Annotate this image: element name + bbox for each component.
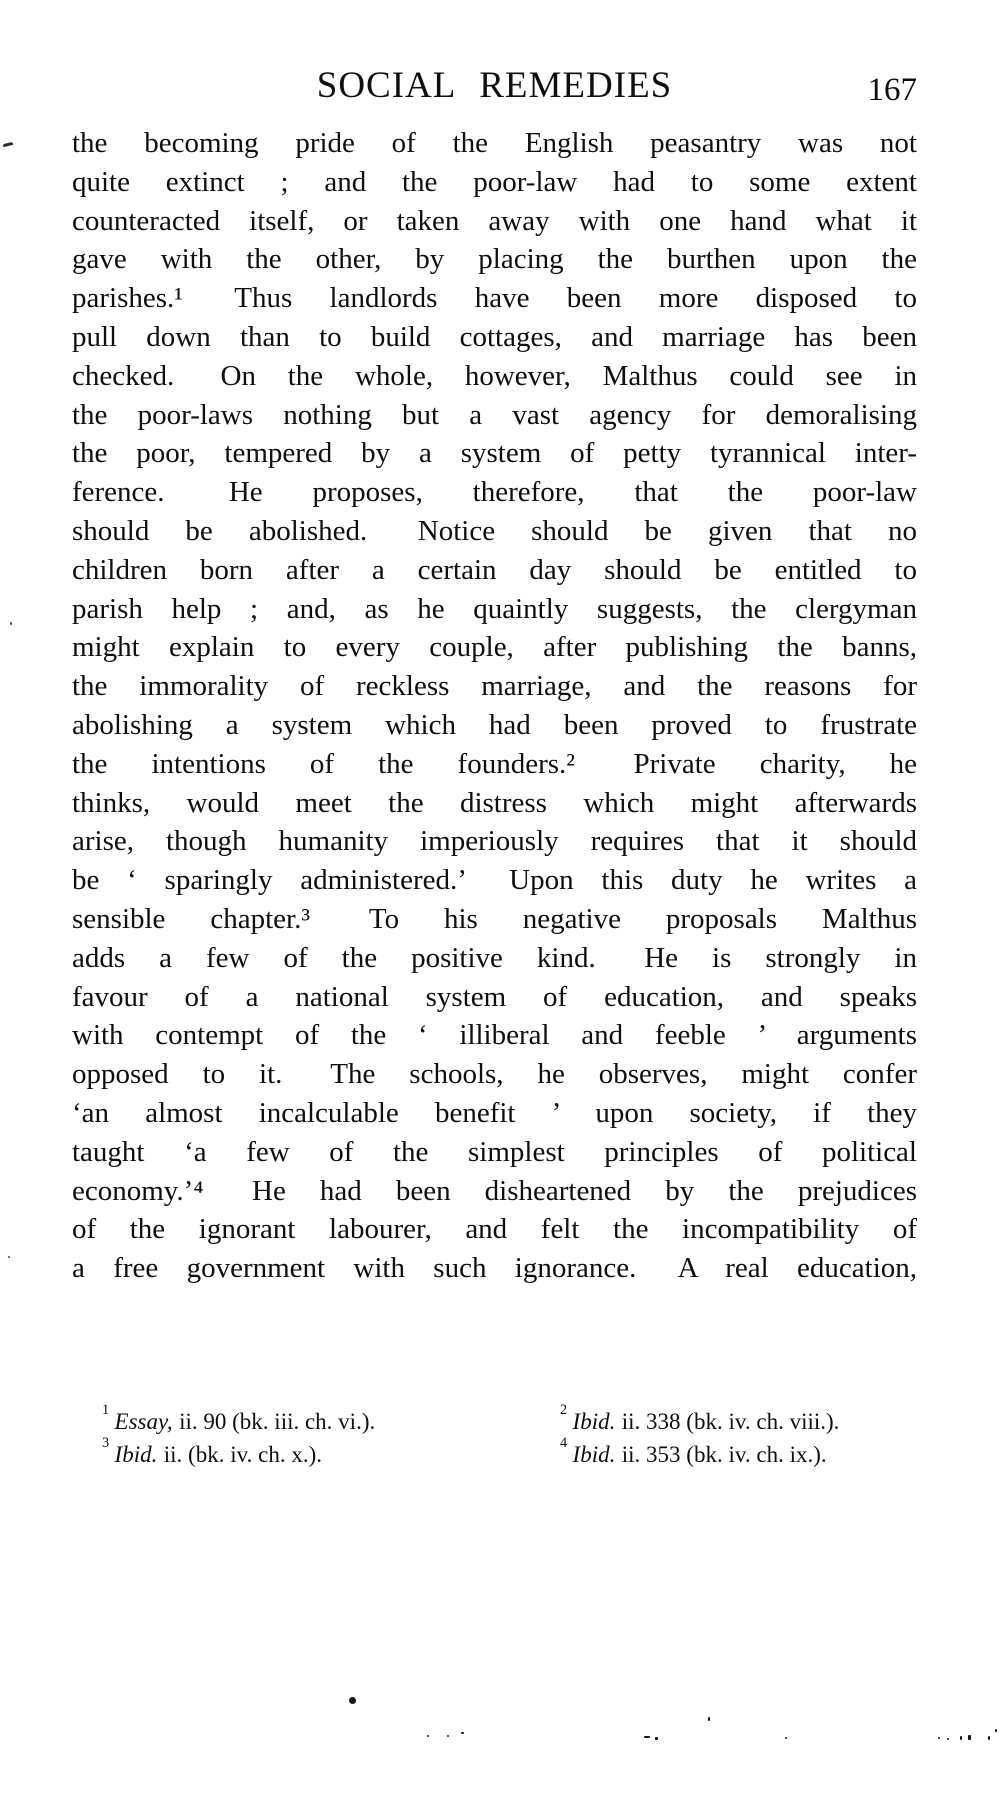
body-text-line: favour of a national system of education, and speaks	[72, 980, 917, 1013]
scan-speck	[655, 1737, 658, 1740]
scan-speck	[447, 1735, 449, 1737]
body-text-line: economy.’⁴ He had been disheartened by the prejudices	[72, 1174, 917, 1207]
scan-speck	[960, 1736, 962, 1740]
footnote-source: Ibid.	[114, 1442, 158, 1467]
body-text-line: parishes.¹ Thus landlords have been more disposed to	[72, 282, 917, 315]
scan-speck	[938, 1737, 940, 1739]
body-text-line: the intentions of the founders.² Private charity, he	[72, 747, 917, 780]
body-text-line: with contempt of the ‘ illiberal and feeble ’ arguments	[72, 1019, 917, 1052]
body-text-line: ference. He proposes, therefore, that the poor-law	[72, 476, 917, 509]
scan-speck	[995, 1729, 997, 1732]
footnote-1	[102, 1401, 376, 1437]
scan-speck	[708, 1717, 710, 1721]
scan-speck	[8, 1256, 10, 1258]
scan-speck	[785, 1737, 787, 1739]
scan-margin-mark	[3, 142, 13, 147]
body-text-line: the poor, tempered by a system of petty tyrannical inter-	[72, 437, 917, 470]
body-text-line: might explain to every couple, after publishing the banns,	[72, 631, 917, 664]
footnote-marker: 1	[102, 1401, 110, 1418]
body-text-line: opposed to it. The schools, he observes, might confer	[72, 1058, 917, 1091]
scan-speck	[644, 1736, 650, 1738]
body-text-line: parish help ; and, as he quaintly suggests, the clergyman	[72, 592, 917, 625]
body-text-line: abolishing a system which had been proved to frustrate	[72, 708, 917, 741]
footnote-marker: 3	[102, 1434, 110, 1451]
scan-speck	[349, 1697, 356, 1704]
body-text-line: be ‘ sparingly administered.’ Upon this duty he writes a	[72, 864, 917, 897]
body-text-line: the poor-laws nothing but a vast agency for demoralising	[72, 398, 917, 431]
footnote-citation: ii. 353 (bk. iv. ch. ix.).	[621, 1442, 827, 1467]
footnote-3	[102, 1434, 322, 1470]
scan-speck	[427, 1735, 429, 1737]
footnote-citation: ii. (bk. iv. ch. x.).	[163, 1442, 322, 1467]
scan-speck	[947, 1738, 949, 1740]
footnote-citation: ii. 90 (bk. iii. ch. vi.).	[179, 1409, 376, 1434]
scan-speck	[968, 1735, 971, 1740]
page-title: SOCIAL REMEDIES	[316, 65, 673, 106]
body-text-block	[72, 124, 917, 1288]
page-number: 167	[867, 72, 917, 108]
body-text-line: quite extinct ; and the poor-law had to some extent	[72, 165, 917, 198]
footnote-marker: 2	[560, 1401, 568, 1418]
footnote-4	[560, 1434, 827, 1470]
body-text-line: of the ignorant labourer, and felt the incompatibility of	[72, 1213, 917, 1246]
body-text-line: ‘an almost incalculable benefit ’ upon society, if they	[72, 1096, 917, 1129]
footnote-marker: 4	[560, 1434, 568, 1451]
scan-speck	[10, 622, 12, 625]
running-head	[72, 66, 917, 114]
body-text-line: the immorality of reckless marriage, and the reasons for	[72, 670, 917, 703]
body-text-line: sensible chapter.³ To his negative proposals Malthus	[72, 902, 917, 935]
scan-speck	[988, 1736, 990, 1740]
body-text-line: taught ‘a few of the simplest principles of political	[72, 1135, 917, 1168]
footnote-2	[560, 1401, 840, 1437]
body-text-line: arise, though humanity imperiously requires that it should	[72, 825, 917, 858]
body-text-line: should be abolished. Notice should be given that no	[72, 514, 917, 547]
footnote-citation: ii. 338 (bk. iv. ch. viii.).	[621, 1409, 840, 1434]
scan-speck	[461, 1732, 464, 1734]
body-text-line: counteracted itself, or taken away with one hand what it	[72, 204, 917, 237]
footnote-source: Essay,	[114, 1409, 173, 1434]
footnote-source: Ibid.	[572, 1409, 616, 1434]
body-text-line: gave with the other, by placing the burthen upon the	[72, 243, 917, 276]
body-text-line: a free government with such ignorance. A real education,	[72, 1252, 917, 1285]
footnotes-block	[72, 1401, 917, 1487]
body-text-line: adds a few of the positive kind. He is strongly in	[72, 941, 917, 974]
body-text-line: the becoming pride of the English peasantry was not	[72, 127, 917, 159]
footnote-source: Ibid.	[572, 1442, 616, 1467]
body-text-line: thinks, would meet the distress which might afterwards	[72, 786, 917, 819]
body-text-line: pull down than to build cottages, and marriage has been	[72, 320, 917, 353]
body-text-line: children born after a certain day should be entitled to	[72, 553, 917, 586]
body-text-line: checked. On the whole, however, Malthus could see in	[72, 359, 917, 392]
